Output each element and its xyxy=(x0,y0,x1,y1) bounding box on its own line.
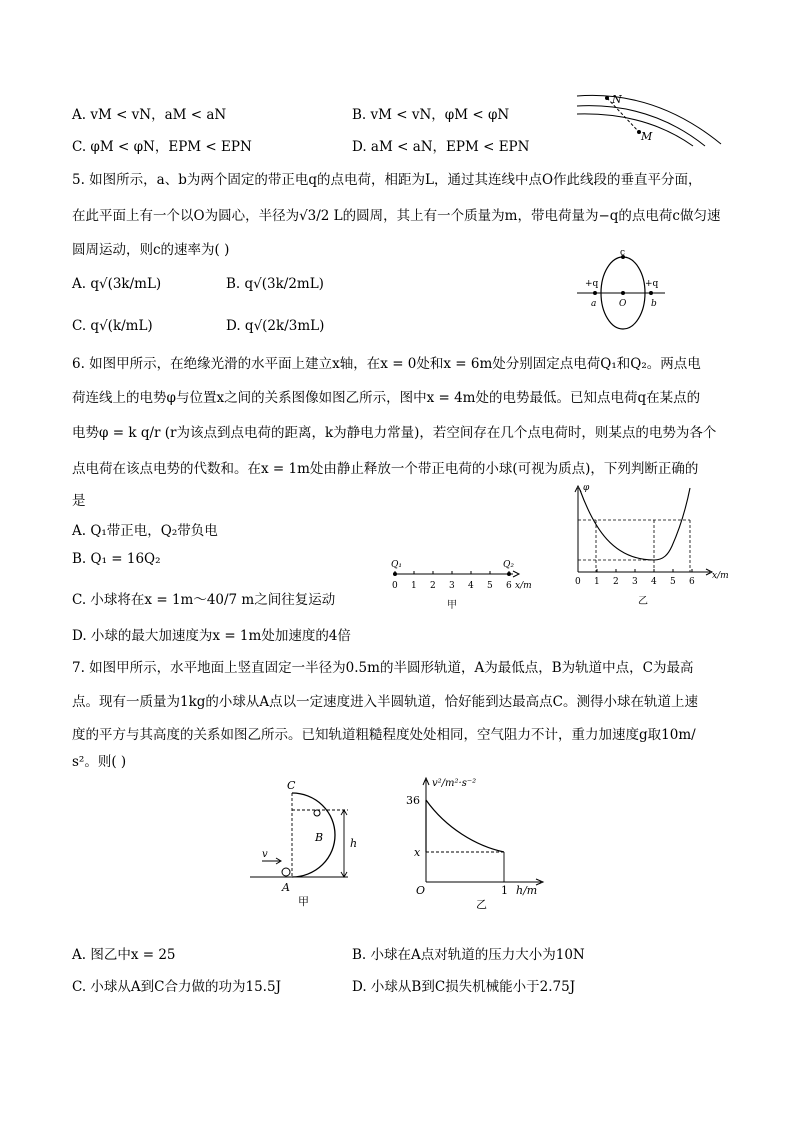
q4-label-n: N xyxy=(612,93,622,106)
q6a-tick-label: 3 xyxy=(449,581,455,591)
q7a-label-b: B xyxy=(315,831,324,844)
q6a-tick-label: 1 xyxy=(411,581,417,591)
q6b-tick-label: 0 xyxy=(575,577,581,587)
q6b-tick-label: 3 xyxy=(632,577,638,587)
q6-option-d: D. 小球的最大加速度为x = 1m处加速度的4倍 xyxy=(72,628,351,644)
q7-text-line4: s²。则( ) xyxy=(72,754,127,770)
q5-label-a: a xyxy=(591,299,597,309)
q6b-ylabel: φ xyxy=(583,483,590,493)
q6-option-b: B. Q₁ = 16Q₂ xyxy=(72,551,161,567)
q6-caption-jia: 甲 xyxy=(447,600,457,611)
q6a-tick-label: 6 xyxy=(506,581,512,591)
q6b-tick-label: 2 xyxy=(613,577,619,587)
q4-field-figure xyxy=(575,88,725,148)
q6a-tick-label: 4 xyxy=(468,581,474,591)
q7a-label-c: C xyxy=(287,779,296,792)
q7b-yx: x xyxy=(414,846,421,859)
q6a-tick-label: 5 xyxy=(487,581,493,591)
q7-caption-jia: 甲 xyxy=(298,895,309,908)
q5-text-line3: 圆周运动，则c的速率为( ) xyxy=(72,242,230,258)
q5-option-d: D. q√(2k/3mL) xyxy=(226,318,325,334)
q6b-axis-label: x/m xyxy=(712,571,729,581)
q7-text-line1: 7. 如图甲所示，水平地面上竖直固定一半径为0.5m的半圆形轨道，A为最低点，B为轨道中点，C为最高 xyxy=(72,660,694,676)
q5-text-line2: 在此平面上有一个以O为圆心，半径为√3/2 L的圆周，其上有一个质量为m，带电荷量为−q的点电荷c做匀速 xyxy=(72,208,721,224)
q7-option-a: A. 图乙中x = 25 xyxy=(72,947,176,963)
q6-caption-yi: 乙 xyxy=(638,596,648,607)
q7b-origin: O xyxy=(416,884,426,897)
q7b-ylabel: v²/m²·s⁻² xyxy=(432,778,477,789)
q6-label-q1: Q₁ xyxy=(391,560,402,570)
q6b-tick-label: 1 xyxy=(594,577,600,587)
q7a-label-v: v xyxy=(262,849,268,860)
q6a-tick-label: 2 xyxy=(430,581,436,591)
q5-text-line1: 5. 如图所示，a、b为两个固定的带正电q的点电荷，相距为L，通过其连线中点O作此线段的垂直平分面， xyxy=(72,172,702,188)
q6b-tick-label: 5 xyxy=(670,577,676,587)
q7b-xlabel: h/m xyxy=(516,884,538,897)
q5-charge-figure xyxy=(575,250,670,332)
q6b-tick-label: 4 xyxy=(651,577,657,587)
q7a-label-a: A xyxy=(282,881,290,894)
q7-caption-yi: 乙 xyxy=(476,898,487,911)
q7b-y36: 36 xyxy=(406,794,420,807)
q4-option-a: A. vM < vN，aM < aN xyxy=(72,107,227,123)
q6-text-line1: 6. 如图甲所示，在绝缘光滑的水平面上建立x轴，在x = 0处和x = 6m处分别固定点电荷Q₁和Q₂。两点电 xyxy=(72,356,701,372)
q4-option-c: C. φM < φN，EPM < EPN xyxy=(72,139,252,155)
q6-text-line2: 荷连线上的电势φ与位置x之间的关系图像如图乙所示，图中x = 4m处的电势最低。已知点电荷q在某点的 xyxy=(72,390,701,406)
q6-text-line3: 电势φ = k q/r (r为该点到点电荷的距离，k为静电力常量)，若空间存在几个点电荷时，则某点的电势为各个 xyxy=(72,425,717,441)
q7-figure-yi xyxy=(396,770,556,912)
q6-option-a: A. Q₁带正电，Q₂带负电 xyxy=(72,523,218,539)
q6-figure-jia xyxy=(385,556,545,614)
q6-text-line4: 点电荷在该点电势的代数和。在x = 1m处由静止释放一个带正电荷的小球(可视为质点)，下列判断正确的 xyxy=(72,461,699,477)
q7b-x1: 1 xyxy=(501,884,508,897)
q5-label-qa: +q xyxy=(585,279,599,289)
q5-label-o: O xyxy=(619,299,627,309)
q6-axis-label: x/m xyxy=(515,581,532,591)
q6-figure-yi xyxy=(568,480,748,610)
q4-option-d: D. aM < aN，EPM < EPN xyxy=(352,139,530,155)
q7-text-line3: 度的平方与其高度的关系如图乙所示。已知轨道粗糙程度处处相同，空气阻力不计，重力加速度g取10m/ xyxy=(72,727,696,743)
q5-label-qb: +q xyxy=(645,279,659,289)
q4-label-m: M xyxy=(641,130,653,143)
q5-option-a: A. q√(3k/mL) xyxy=(72,276,162,292)
q4-option-b: B. vM < vN，φM < φN xyxy=(352,107,510,123)
q5-label-c: c xyxy=(620,250,626,258)
q7-figure-jia xyxy=(240,775,370,910)
q6b-tick-label: 6 xyxy=(689,577,695,587)
q7-text-line2: 点。现有一质量为1kg的小球从A点以一定速度进入半圆轨道，恰好能到达最高点C。测得小球在轨道上速 xyxy=(72,694,698,710)
q5-option-b: B. q√(3k/2mL) xyxy=(226,276,324,292)
q7-option-b: B. 小球在A点对轨道的压力大小为10N xyxy=(352,947,585,963)
q6-option-c: C. 小球将在x = 1m～40/7 m之间往复运动 xyxy=(72,592,336,608)
q6-text-line5: 是 xyxy=(72,493,86,509)
q6-label-q2: Q₂ xyxy=(503,560,514,570)
q7-option-d: D. 小球从B到C损失机械能小于2.75J xyxy=(352,979,576,995)
q6a-tick-label: 0 xyxy=(392,581,398,591)
q5-label-b: b xyxy=(651,299,657,309)
q7-option-c: C. 小球从A到C合力做的功为15.5J xyxy=(72,979,281,995)
q7a-label-h: h xyxy=(350,837,358,850)
q5-option-c: C. q√(k/mL) xyxy=(72,318,153,334)
